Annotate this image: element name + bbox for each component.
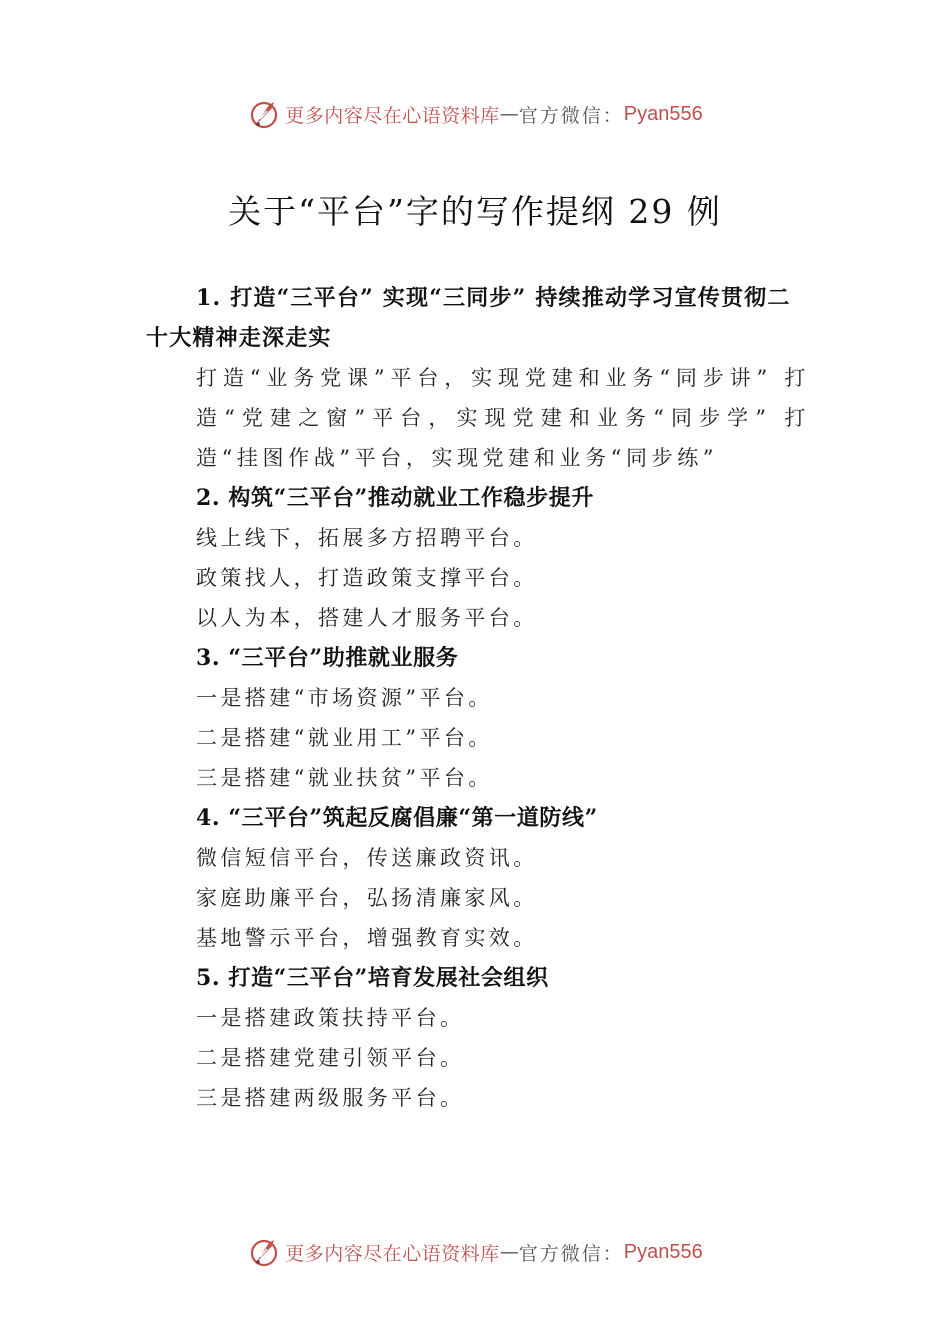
list-item: 三是搭建“就业扶贫”平台。 xyxy=(196,766,493,790)
section-heading: 4. “三平台”筑起反腐倡廉“第一道防线” xyxy=(196,805,598,831)
header-banner xyxy=(0,94,950,134)
list-item: 二是搭建“就业用工”平台。 xyxy=(196,726,493,750)
section-paragraph: 打造“业务党课”平台，实现党建和业务“同步讲” 打造“党建之窗”平台，实现党建和业务“同步学” 打造“挂图作战”平台，实现党建和业务“同步练” xyxy=(196,366,810,470)
list-item: 政策找人，打造政策支撑平台。 xyxy=(196,566,538,590)
banner-site-name: 更多内容尽在心语资料库 xyxy=(285,1242,500,1265)
section-1 xyxy=(146,278,810,478)
section-3 xyxy=(146,638,810,798)
list-item: 一是搭建“市场资源”平台。 xyxy=(196,686,493,710)
document-body xyxy=(146,278,810,1118)
banner-separator: — xyxy=(499,103,519,125)
page-title: 关于“平台”字的写作提纲 29 例 xyxy=(228,192,722,231)
footer-banner xyxy=(0,1232,950,1272)
quill-pen-logo-icon xyxy=(247,97,281,131)
list-item: 基地警示平台，增强教育实效。 xyxy=(196,926,538,950)
section-2 xyxy=(146,478,810,638)
list-item: 三是搭建两级服务平台。 xyxy=(196,1086,465,1110)
list-item: 二是搭建党建引领平台。 xyxy=(196,1046,465,1070)
list-item: 线上线下，拓展多方招聘平台。 xyxy=(196,526,538,550)
banner-wechat-id: Pyan556 xyxy=(623,102,703,125)
list-item: 家庭助廉平台，弘扬清廉家风。 xyxy=(196,886,538,910)
list-item: 以人为本，搭建人才服务平台。 xyxy=(196,606,538,630)
section-heading: 2. 构筑“三平台”推动就业工作稳步提升 xyxy=(196,485,594,511)
banner-wechat-label: 官方微信： xyxy=(518,104,624,127)
section-5 xyxy=(146,958,810,1118)
banner-wechat-label: 官方微信： xyxy=(518,1242,624,1265)
banner-wechat-id: Pyan556 xyxy=(623,1240,703,1263)
section-4 xyxy=(146,798,810,958)
section-heading: 5. 打造“三平台”培育发展社会组织 xyxy=(196,965,549,991)
list-item: 一是搭建政策扶持平台。 xyxy=(196,1006,465,1030)
section-heading: 1. 打造“三平台” 实现“三同步” 持续推动学习宣传贯彻二十大精神走深走实 xyxy=(146,285,791,351)
list-item: 微信短信平台，传送廉政资讯。 xyxy=(196,846,538,870)
banner-separator: — xyxy=(499,1241,519,1263)
section-heading: 3. “三平台”助推就业服务 xyxy=(196,645,459,671)
banner-site-name: 更多内容尽在心语资料库 xyxy=(285,104,500,127)
quill-pen-logo-icon xyxy=(247,1235,281,1269)
